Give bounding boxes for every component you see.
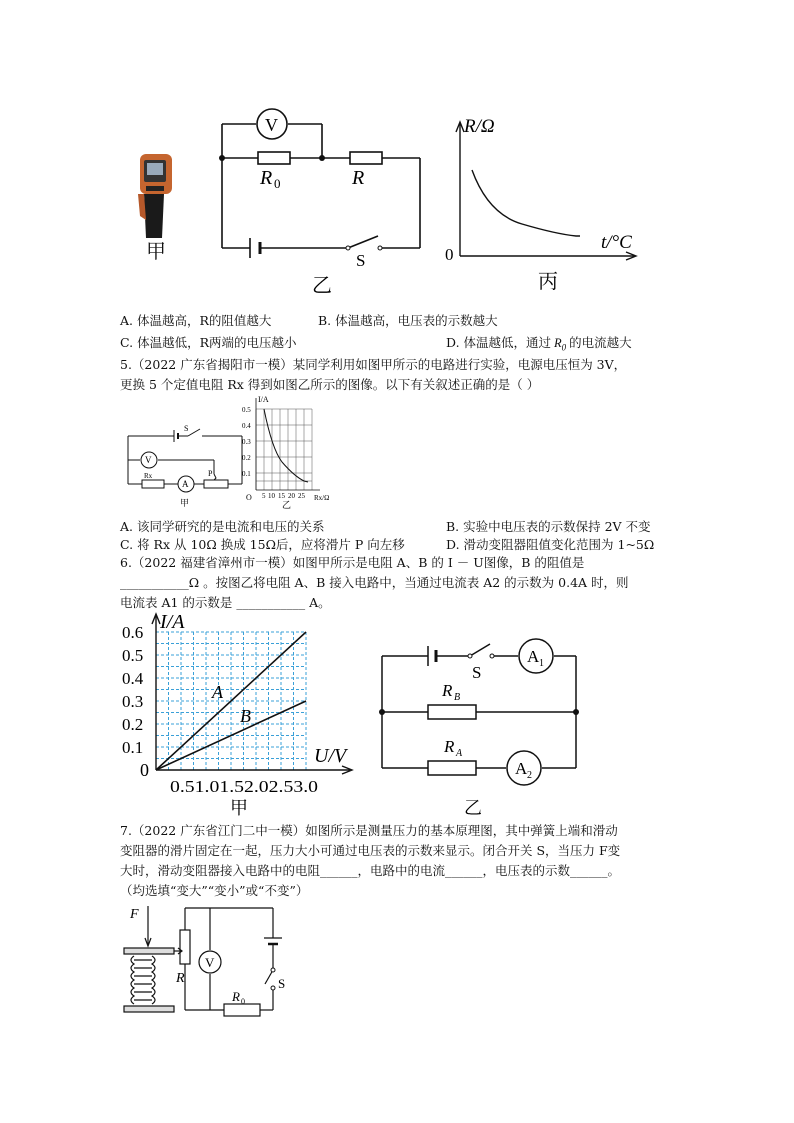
q5-option-c: C. 将 Rx 从 10Ω 换成 15Ω后，应将滑片 P 向左移: [120, 537, 405, 552]
q6-stem-line2: ___________Ω 。按图乙将电阻 A、B 接入电路中，当通过电流表 A2 的示数为 0.4A 时，则: [120, 575, 629, 590]
q5-option-b: B. 实验中电压表的示数保持 2V 不变: [446, 519, 651, 534]
q6-current-voltage-graph: [118, 608, 358, 818]
q4-thermometer-figure: [128, 150, 178, 263]
q4-option-d: D. 体温越低，通过 $R_0$ 的电流越大: [446, 335, 632, 353]
q6-ytick-label: 0.1: [122, 738, 144, 757]
q4-r0-label: R: [260, 167, 273, 189]
q6-circuit-diagram: [370, 628, 590, 818]
q5-circuit-diagram: [122, 420, 252, 512]
q4-label-jia: 甲: [146, 241, 166, 263]
q4-option-c: C. 体温越低，R两端的电压越小: [120, 335, 297, 350]
q5-a-label: A: [182, 479, 189, 489]
q5-option-a: A. 该同学研究的是电流和电压的关系: [120, 519, 325, 534]
q6-graph-y-label: I/A: [160, 611, 185, 633]
q6-circuit-caption: 乙: [464, 798, 482, 818]
q4-option-b: B. 体温越高，电压表的示数越大: [318, 313, 498, 328]
q4-r0-sub: 0: [274, 176, 281, 191]
q4-label-bing: 丙: [538, 271, 558, 293]
q5-yi-label: 乙: [282, 500, 292, 510]
q4-graph-y-label: R/Ω: [464, 116, 495, 137]
q6-switch-label: S: [472, 663, 482, 682]
q6-graph-caption: 甲: [230, 798, 248, 818]
q5-p-label: P: [208, 469, 213, 478]
q7-f-label: F: [130, 907, 139, 922]
q5-xtick: 25: [298, 492, 305, 500]
q7-pressure-circuit-diagram: [118, 900, 298, 1022]
q6-line-b-label: B: [240, 706, 251, 726]
q4-label-yi: 乙: [312, 275, 332, 297]
q5-xtick: 15: [278, 492, 285, 500]
q4-resistance-temperature-graph: [440, 110, 650, 300]
q4-option-d-pre: D. 体温越低，通过: [446, 335, 552, 350]
q6-ytick-label: 0.3: [122, 692, 144, 711]
q6-line-a-label: A: [212, 682, 223, 702]
q5-stem-line2: 更换 5 个定值电阻 Rx 得到如图乙所示的图像。以下有关叙述正确的是（ ）: [120, 377, 540, 392]
q5-graph-origin: O: [246, 493, 252, 502]
q6-rb-sub: B: [454, 692, 461, 703]
q5-graph-x-label: Rx/Ω: [314, 494, 330, 502]
q6-ytick-label: 0.6: [122, 623, 144, 642]
q5-xtick: 5: [262, 492, 266, 500]
q6-ytick-label: 0.2: [122, 715, 144, 734]
q6-ra-label: R: [444, 737, 455, 756]
q6-stem-line3: 电流表 A1 的示数是 ___________ A。: [120, 595, 331, 610]
q6-graph-origin: 0: [140, 760, 149, 780]
q6-graph-x-label: U/V: [314, 745, 347, 767]
q5-option-d: D. 滑动变阻器阻值变化范围为 1~5Ω: [446, 537, 655, 552]
q7-stem-line2: 变阻器的滑片固定在一起，压力大小可通过电压表的示数来显示。闭合开关 S，当压力 F变: [120, 843, 621, 858]
q6-ytick-label: 0.5: [122, 646, 144, 665]
q5-ytick: 0.3: [242, 438, 251, 446]
q5-xtick: 20: [288, 492, 295, 500]
q7-stem-line1: 7.（2022 广东省江门二中一模）如图所示是测量压力的基本原理图，其中弹簧上端和滑动: [120, 823, 618, 838]
q4-r-label: R: [352, 167, 365, 189]
q7-r0-sub: 0: [241, 997, 245, 1006]
q4-voltmeter-label: V: [265, 115, 278, 135]
q6-stem-line1: 6.（2022 福建省漳州市一模）如图甲所示是电阻 A、B 的 I － U图像，B 的阻值是: [120, 555, 585, 570]
q5-v-label: V: [145, 455, 152, 465]
q7-r0-label: R: [232, 989, 240, 1004]
q7-v-label: V: [205, 955, 215, 970]
q6-ra-sub: A: [456, 748, 463, 759]
q4-graph-x-label: t/°C: [601, 232, 632, 253]
q4-switch-label: S: [356, 251, 366, 270]
q5-ytick: 0.5: [242, 406, 251, 414]
q5-ytick: 0.1: [242, 470, 251, 478]
q7-stem-line3: 大时，滑动变阻器接入电路中的电阻______，电路中的电流______，电压表的示数______。: [120, 863, 621, 878]
q4-circuit-diagram: [210, 100, 440, 300]
q5-grid: [256, 409, 312, 490]
q4-option-d-post: 的电流越大: [569, 335, 632, 350]
q6-a1-label: A: [527, 647, 540, 666]
q7-stem-line4: （均选填“变大”“变小”或“不变”）: [120, 883, 309, 898]
q6-ytick-label: 0.4: [122, 669, 144, 688]
q4-graph-origin: 0: [445, 245, 454, 264]
q4-curve: [472, 170, 580, 236]
q6-rb-label: R: [442, 681, 453, 700]
q5-stem-line1: 5.（2022 广东省揭阳市一模）某同学利用如图甲所示的电路进行实验，电源电压恒为 3V，: [120, 357, 627, 372]
q7-s-label: S: [278, 976, 286, 991]
q5-jia-label: 甲: [180, 498, 190, 508]
q5-rx-label: Rx: [144, 472, 153, 480]
q6-a1-sub: 1: [539, 658, 544, 669]
q7-r-label: R: [176, 971, 185, 986]
q5-ytick: 0.2: [242, 454, 251, 462]
q5-graph-y-label: I/A: [258, 395, 269, 404]
q5-current-resistance-graph: [238, 394, 348, 512]
q5-ytick: 0.4: [242, 422, 251, 430]
q5-s-label: S: [184, 424, 189, 433]
q6-graph-x-ticks: 0.51.01.52.02.53.0: [170, 777, 318, 796]
q6-a2-sub: 2: [527, 770, 532, 781]
q5-xtick: 10: [268, 492, 275, 500]
q6-a2-label: A: [515, 759, 528, 778]
q4-option-a: A. 体温越高，R的阻值越大: [120, 313, 272, 328]
